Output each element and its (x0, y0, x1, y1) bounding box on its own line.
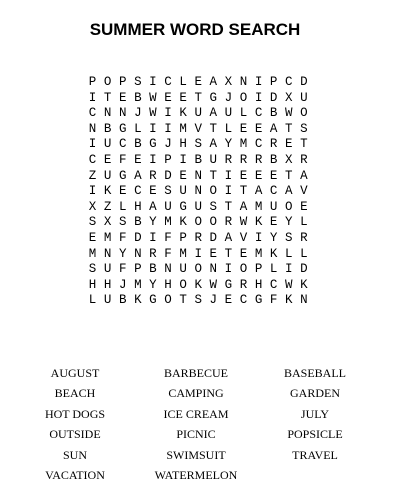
grid-letter[interactable]: U (103, 137, 112, 152)
grid-letter[interactable]: R (239, 277, 248, 292)
grid-letter[interactable]: W (239, 215, 248, 230)
grid-letter[interactable]: V (194, 121, 202, 136)
grid-letter[interactable]: O (179, 277, 187, 292)
grid-letter[interactable]: U (179, 262, 187, 277)
grid-letter[interactable]: W (209, 277, 218, 292)
grid-letter[interactable]: E (209, 246, 218, 261)
grid-letter[interactable]: E (118, 90, 127, 105)
grid-letter[interactable]: D (300, 262, 308, 277)
grid-letter[interactable]: E (164, 90, 172, 105)
grid-letter[interactable]: F (269, 293, 278, 308)
grid-letter[interactable]: Z (88, 168, 97, 183)
grid-letter[interactable]: O (209, 215, 218, 230)
grid-letter[interactable]: C (134, 184, 142, 199)
grid-letter[interactable]: H (179, 137, 187, 152)
grid-letter[interactable]: S (209, 199, 218, 214)
grid-letter[interactable]: O (164, 293, 172, 308)
grid-letter[interactable]: N (239, 75, 248, 89)
grid-row (85, 169, 311, 185)
grid-row (85, 200, 311, 216)
grid-letter[interactable]: E (134, 152, 142, 167)
grid-letter[interactable]: H (103, 277, 112, 292)
grid-letter[interactable]: H (134, 199, 142, 214)
grid-letter[interactable]: A (134, 168, 142, 183)
grid-letter[interactable]: A (224, 230, 233, 245)
word-list (0, 363, 400, 485)
grid-letter[interactable]: C (88, 152, 97, 167)
grid-letter[interactable]: P (118, 75, 127, 89)
grid-letter[interactable]: M (164, 215, 172, 230)
grid-letter[interactable]: C (269, 277, 278, 292)
grid-letter[interactable]: N (194, 168, 202, 183)
grid-letter[interactable]: P (269, 75, 278, 89)
grid-letter[interactable]: O (239, 90, 248, 105)
puzzle-title: SUMMER WORD SEARCH (89, 20, 301, 39)
grid-letter[interactable]: M (179, 121, 187, 136)
grid-letter[interactable]: F (118, 230, 127, 245)
grid-letter[interactable]: N (164, 262, 172, 277)
word-list-item: PICNIC (176, 427, 216, 442)
grid-letter[interactable]: E (149, 184, 157, 199)
grid-letter[interactable]: D (269, 90, 278, 105)
grid-letter[interactable]: E (285, 137, 293, 152)
grid-letter[interactable]: I (88, 90, 97, 105)
grid-row (85, 184, 311, 200)
grid-letter[interactable]: C (254, 137, 263, 152)
grid-letter[interactable]: P (134, 262, 142, 277)
grid-letter[interactable]: T (224, 199, 233, 214)
grid-letter[interactable]: A (269, 121, 278, 136)
grid-letter[interactable]: V (300, 184, 308, 199)
grid-letter[interactable]: E (269, 215, 278, 230)
grid-letter[interactable]: U (194, 106, 202, 121)
grid-letter[interactable]: X (224, 75, 233, 89)
grid-letter[interactable]: G (118, 121, 127, 136)
grid-letter[interactable]: E (254, 168, 263, 183)
grid-letter[interactable]: E (254, 121, 263, 136)
grid-letter[interactable]: P (254, 262, 263, 277)
grid-letter[interactable]: N (209, 262, 218, 277)
grid-letter[interactable]: I (149, 121, 157, 136)
grid-letter[interactable]: I (179, 152, 187, 167)
grid-letter[interactable]: U (300, 90, 308, 105)
grid-letter[interactable]: K (194, 277, 202, 292)
grid-letter[interactable]: U (224, 106, 233, 121)
grid-letter[interactable]: T (179, 293, 187, 308)
grid-letter[interactable]: R (194, 230, 202, 245)
grid-letter[interactable]: R (269, 137, 278, 152)
grid-letter[interactable]: S (300, 121, 308, 136)
grid-letter[interactable]: F (164, 246, 172, 261)
grid-letter[interactable]: E (118, 184, 127, 199)
grid-row (85, 231, 311, 247)
grid-letter[interactable]: S (118, 215, 127, 230)
word-list-item: HOT DOGS (44, 406, 106, 421)
grid-letter[interactable]: G (224, 277, 233, 292)
word-list-item: JULY (300, 406, 330, 421)
grid-letter[interactable]: N (88, 121, 97, 136)
grid-letter[interactable]: J (209, 293, 218, 308)
word-list-item: SWIMSUIT (166, 447, 226, 462)
grid-letter[interactable]: J (134, 106, 142, 121)
grid-letter[interactable]: T (103, 90, 112, 105)
grid-letter[interactable]: M (254, 246, 263, 261)
grid-row (85, 262, 311, 278)
grid-letter[interactable]: C (254, 106, 263, 121)
word-list-row (0, 363, 400, 383)
grid-letter[interactable]: G (149, 137, 157, 152)
grid-letter[interactable]: P (164, 152, 172, 167)
grid-letter[interactable]: I (88, 184, 97, 199)
grid-letter[interactable]: U (103, 262, 112, 277)
grid-letter[interactable]: R (224, 152, 233, 167)
grid-letter[interactable]: C (285, 75, 293, 89)
grid-letter[interactable]: K (269, 246, 278, 261)
grid-letter[interactable]: S (88, 262, 97, 277)
grid-letter[interactable]: G (254, 293, 263, 308)
grid-letter[interactable]: E (194, 75, 202, 89)
grid-letter[interactable]: K (103, 184, 112, 199)
grid-letter[interactable]: T (209, 121, 218, 136)
grid-letter[interactable]: A (209, 106, 218, 121)
grid-letter[interactable]: C (269, 184, 278, 199)
grid-letter[interactable]: E (269, 168, 278, 183)
grid-row (85, 278, 311, 294)
word-list-item: WATERMELON (154, 467, 238, 482)
grid-letter[interactable]: V (239, 230, 248, 245)
grid-letter[interactable]: L (179, 75, 187, 89)
grid-letter[interactable]: W (149, 106, 157, 121)
word-list-item: SUN (62, 447, 87, 462)
grid-letter[interactable]: B (103, 121, 112, 136)
grid-letter[interactable]: T (224, 246, 233, 261)
grid-letter[interactable]: C (239, 293, 248, 308)
grid-letter[interactable]: W (149, 90, 157, 105)
grid-row (85, 122, 311, 138)
grid-letter[interactable]: E (224, 293, 233, 308)
grid-letter[interactable]: S (285, 230, 293, 245)
grid-letter[interactable]: Z (103, 199, 112, 214)
grid-letter[interactable]: O (194, 215, 202, 230)
grid-letter[interactable]: L (88, 293, 97, 308)
grid-letter[interactable]: F (164, 230, 172, 245)
word-list-item: TRAVEL (292, 447, 338, 462)
grid-letter[interactable]: G (179, 199, 187, 214)
grid-letter[interactable]: I (149, 75, 157, 89)
grid-letter[interactable]: R (149, 246, 157, 261)
grid-letter[interactable]: R (254, 152, 263, 167)
grid-letter[interactable]: I (164, 106, 172, 121)
grid-letter[interactable]: I (224, 262, 233, 277)
grid-letter[interactable]: K (179, 215, 187, 230)
grid-letter[interactable]: S (164, 184, 172, 199)
grid-row (85, 247, 311, 263)
grid-letter[interactable]: G (149, 293, 157, 308)
grid-letter[interactable]: B (269, 152, 278, 167)
grid-letter[interactable]: A (209, 137, 218, 152)
grid-row (85, 153, 311, 169)
grid-letter[interactable]: I (164, 121, 172, 136)
grid-letter[interactable]: G (118, 168, 127, 183)
word-list-item: OUTSIDE (49, 427, 101, 442)
grid-letter[interactable]: P (88, 75, 97, 89)
grid-letter[interactable]: K (300, 277, 308, 292)
word-list-item: ICE CREAM (163, 406, 229, 421)
word-list-row (0, 424, 400, 444)
grid-letter[interactable]: M (103, 230, 112, 245)
grid-letter[interactable]: X (285, 152, 293, 167)
word-list-row (0, 445, 400, 465)
grid-letter[interactable]: F (118, 152, 127, 167)
grid-letter[interactable]: T (300, 137, 308, 152)
grid-letter[interactable]: Y (224, 137, 233, 152)
grid-letter[interactable]: T (194, 90, 202, 105)
word-list-item: VACATION (45, 467, 105, 482)
grid-letter[interactable]: I (254, 75, 263, 89)
grid-letter[interactable]: R (224, 215, 233, 230)
grid-letter[interactable]: K (285, 293, 293, 308)
grid-row (85, 75, 311, 91)
word-list-row (0, 383, 400, 403)
grid-letter[interactable]: C (164, 75, 172, 89)
grid-letter[interactable]: R (300, 152, 308, 167)
grid-letter[interactable]: I (285, 262, 293, 277)
grid-letter[interactable]: N (194, 184, 202, 199)
grid-letter[interactable]: O (285, 199, 293, 214)
letter-grid (85, 75, 311, 309)
grid-letter[interactable]: E (179, 168, 187, 183)
word-list-item: BASEBALL (283, 366, 346, 380)
grid-letter[interactable]: O (103, 75, 112, 89)
word-list-row (0, 465, 400, 485)
grid-letter[interactable]: O (239, 262, 248, 277)
grid-letter[interactable]: I (224, 168, 233, 183)
grid-letter[interactable]: A (285, 184, 293, 199)
grid-letter[interactable]: M (254, 199, 263, 214)
grid-letter[interactable]: B (134, 215, 142, 230)
grid-letter[interactable]: L (224, 121, 233, 136)
grid-letter[interactable]: L (285, 246, 293, 261)
grid-letter[interactable]: Y (285, 215, 293, 230)
word-list-item: POPSICLE (287, 427, 343, 442)
grid-letter[interactable]: E (300, 199, 308, 214)
grid-letter[interactable]: X (285, 90, 293, 105)
grid-letter[interactable]: I (88, 137, 97, 152)
grid-letter[interactable]: D (209, 230, 218, 245)
grid-letter[interactable]: B (118, 293, 127, 308)
word-list-row (0, 404, 400, 424)
grid-letter[interactable]: X (103, 215, 112, 230)
grid-letter[interactable]: B (134, 137, 142, 152)
grid-letter[interactable]: L (269, 262, 278, 277)
grid-letter[interactable]: L (134, 121, 142, 136)
grid-letter[interactable]: U (194, 199, 202, 214)
grid-letter[interactable]: W (285, 106, 293, 121)
grid-letter[interactable]: N (300, 293, 308, 308)
grid-letter[interactable]: R (239, 152, 248, 167)
grid-letter[interactable]: Y (118, 246, 127, 261)
grid-letter[interactable]: A (239, 199, 248, 214)
grid-letter[interactable]: Y (269, 230, 278, 245)
grid-letter[interactable]: J (224, 90, 233, 105)
grid-letter[interactable]: A (300, 168, 308, 183)
grid-letter[interactable]: I (254, 90, 263, 105)
grid-letter[interactable]: D (134, 230, 142, 245)
grid-letter[interactable]: U (103, 168, 112, 183)
grid-row (85, 215, 311, 231)
grid-letter[interactable]: T (285, 121, 293, 136)
grid-letter[interactable]: J (164, 137, 172, 152)
grid-letter[interactable]: P (179, 230, 187, 245)
grid-letter[interactable]: S (194, 293, 202, 308)
grid-letter[interactable]: T (209, 168, 218, 183)
grid-letter[interactable]: A (209, 75, 218, 89)
grid-letter[interactable]: L (300, 215, 308, 230)
grid-letter[interactable]: R (149, 168, 157, 183)
grid-letter[interactable]: O (209, 184, 218, 199)
grid-letter[interactable]: E (103, 152, 112, 167)
grid-letter[interactable]: C (88, 106, 97, 121)
grid-letter[interactable]: Y (149, 277, 157, 292)
grid-row (85, 91, 311, 107)
grid-letter[interactable]: Y (149, 215, 157, 230)
word-list-item: BARBECUE (163, 366, 228, 380)
grid-letter[interactable]: S (194, 137, 202, 152)
grid-letter[interactable]: F (118, 262, 127, 277)
grid-letter[interactable]: U (179, 184, 187, 199)
grid-letter[interactable]: E (239, 246, 248, 261)
grid-letter[interactable]: L (239, 106, 248, 121)
word-list-item: CAMPING (168, 386, 224, 401)
grid-letter[interactable]: B (194, 152, 202, 167)
word-list-item: AUGUST (50, 366, 100, 380)
grid-letter[interactable]: L (118, 199, 127, 214)
grid-letter[interactable]: C (118, 137, 127, 152)
grid-letter[interactable]: I (149, 152, 157, 167)
grid-letter[interactable]: E (239, 121, 248, 136)
grid-letter[interactable]: U (164, 199, 172, 214)
grid-letter[interactable]: T (285, 168, 293, 183)
grid-letter[interactable]: H (254, 277, 263, 292)
grid-letter[interactable]: N (103, 246, 112, 261)
grid-letter[interactable]: U (269, 199, 278, 214)
grid-letter[interactable]: L (300, 246, 308, 261)
grid-letter[interactable]: I (224, 184, 233, 199)
grid-letter[interactable]: I (254, 230, 263, 245)
grid-letter[interactable]: S (88, 215, 97, 230)
grid-letter[interactable]: U (209, 152, 218, 167)
grid-letter[interactable]: K (179, 106, 187, 121)
grid-letter[interactable]: X (88, 199, 97, 214)
grid-letter[interactable]: N (134, 246, 142, 261)
grid-letter[interactable]: M (134, 277, 142, 292)
grid-letter[interactable]: T (239, 184, 248, 199)
grid-letter[interactable]: E (88, 230, 97, 245)
grid-letter[interactable]: M (88, 246, 97, 261)
word-list-item: BEACH (54, 386, 96, 401)
grid-letter[interactable]: M (239, 137, 248, 152)
grid-letter[interactable]: N (103, 106, 112, 121)
grid-letter[interactable]: U (103, 293, 112, 308)
grid-letter[interactable]: H (88, 277, 97, 292)
grid-letter[interactable]: B (134, 90, 142, 105)
grid-letter[interactable]: E (239, 168, 248, 183)
grid-letter[interactable]: B (149, 262, 157, 277)
grid-letter[interactable]: I (149, 230, 157, 245)
grid-letter[interactable]: A (254, 184, 263, 199)
grid-letter[interactable]: N (118, 106, 127, 121)
grid-letter[interactable]: G (209, 90, 218, 105)
grid-letter[interactable]: K (254, 215, 263, 230)
grid-letter[interactable]: R (300, 230, 308, 245)
grid-letter[interactable]: O (194, 262, 202, 277)
grid-letter[interactable]: E (179, 90, 187, 105)
grid-letter[interactable]: S (134, 75, 142, 89)
grid-row (85, 106, 311, 122)
grid-row (85, 293, 311, 309)
grid-letter[interactable]: I (194, 246, 202, 261)
grid-letter[interactable]: H (164, 277, 172, 292)
grid-letter[interactable]: D (300, 75, 308, 89)
grid-letter[interactable]: B (269, 106, 278, 121)
grid-letter[interactable]: O (300, 106, 308, 121)
grid-letter[interactable]: K (134, 293, 142, 308)
grid-letter[interactable]: D (164, 168, 172, 183)
word-list-item: GARDEN (290, 386, 340, 401)
grid-letter[interactable]: M (179, 246, 187, 261)
grid-letter[interactable]: W (285, 277, 293, 292)
grid-letter[interactable]: A (149, 199, 157, 214)
grid-letter[interactable]: J (118, 277, 127, 292)
grid-row (85, 137, 311, 153)
